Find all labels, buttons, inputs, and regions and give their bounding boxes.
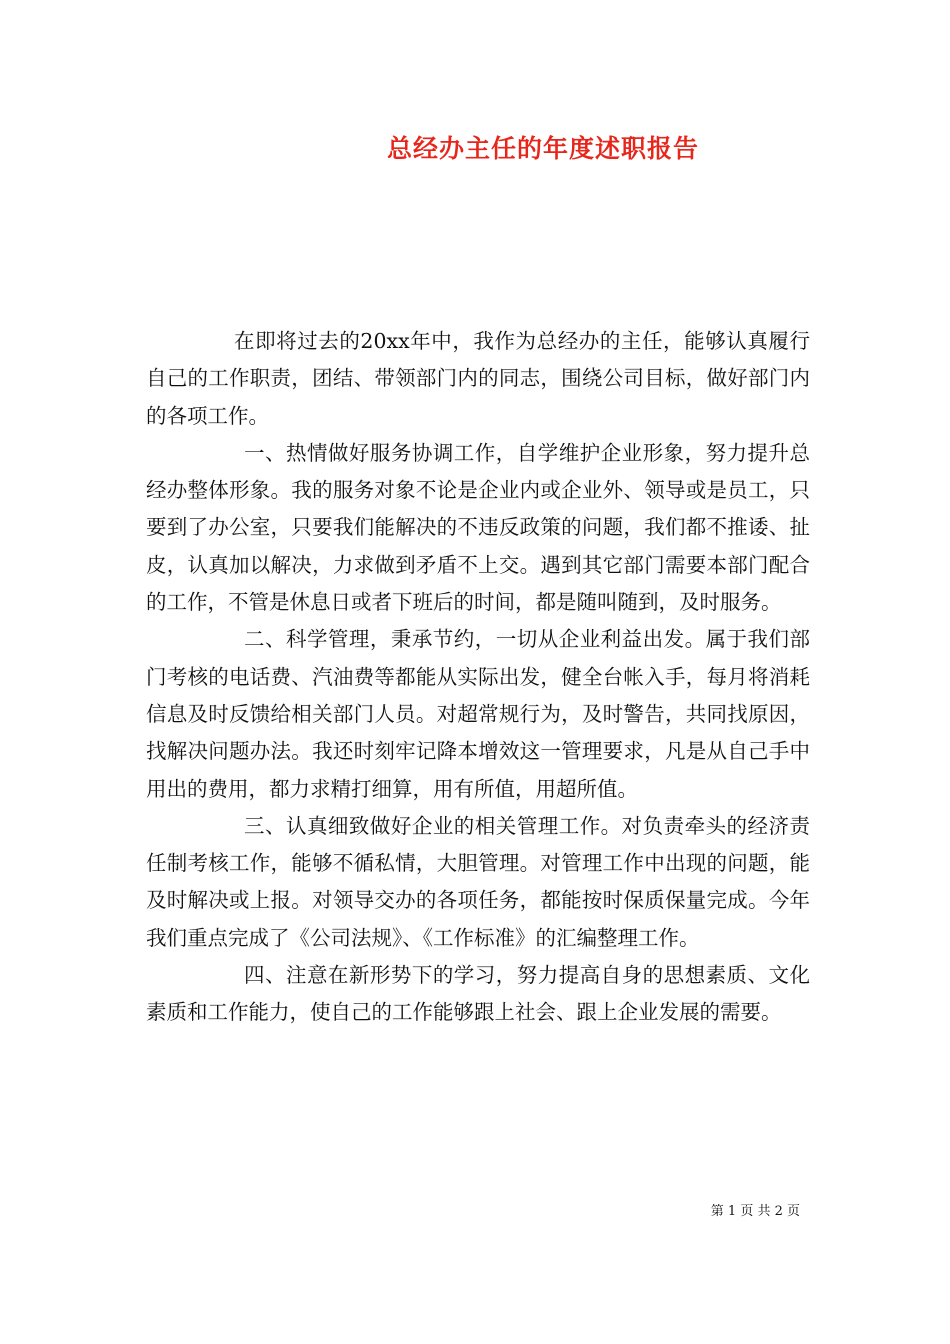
paragraph-section-1: 一、热情做好服务协调工作，自学维护企业形象，努力提升总经办整体形象。我的服务对象不论是企业内或企业外、领导或是员工，只要到了办公室，只要我们能解决的不违反政策的问题，我们都不推诿、扯皮，认真加以解决，力求做到矛盾不上交。遇到其它部门需要本部门配合的工作，不管是休息日或者下班后的时间，都是随叫随到，及时服务。 — [146, 440, 810, 615]
paragraph-section-4: 四、注意在新形势下的学习，努力提高自身的思想素质、文化素质和工作能力，使自己的工作能够跟上社会、跟上企业发展的需要。 — [146, 963, 810, 1025]
paragraph-section-3: 三、认真细致做好企业的相关管理工作。对负责牵头的经济责任制考核工作，能够不循私情，大胆管理。对管理工作中出现的问题，能及时解决或上报。对领导交办的各项任务，都能按时保质保量完成。今年我们重点完成了《公司法规》、《工作标准》的汇编整理工作。 — [146, 813, 810, 950]
paragraph-section-2: 二、科学管理，秉承节约，一切从企业利益出发。属于我们部门考核的电话费、汽油费等都能从实际出发，健全台帐入手，每月将消耗信息及时反馈给相关部门人员。对超常规行为，及时警告，共同找原因，找解决问题办法。我还时刻牢记降本增效这一管理要求，凡是从自己手中用出的费用，都力求精打细算，用有所值，用超所值。 — [146, 627, 810, 801]
page-number-footer: 第 1 页 共 2 页 — [710, 1204, 800, 1219]
paragraph-intro: 在即将过去的20xx年中，我作为总经办的主任，能够认真履行自己的工作职责，团结、带领部门内的同志，围绕公司目标，做好部门内的各项工作。 — [146, 329, 810, 428]
document-body — [146, 323, 810, 1032]
document-title: 总经办主任的年度述职报告 — [386, 134, 699, 163]
